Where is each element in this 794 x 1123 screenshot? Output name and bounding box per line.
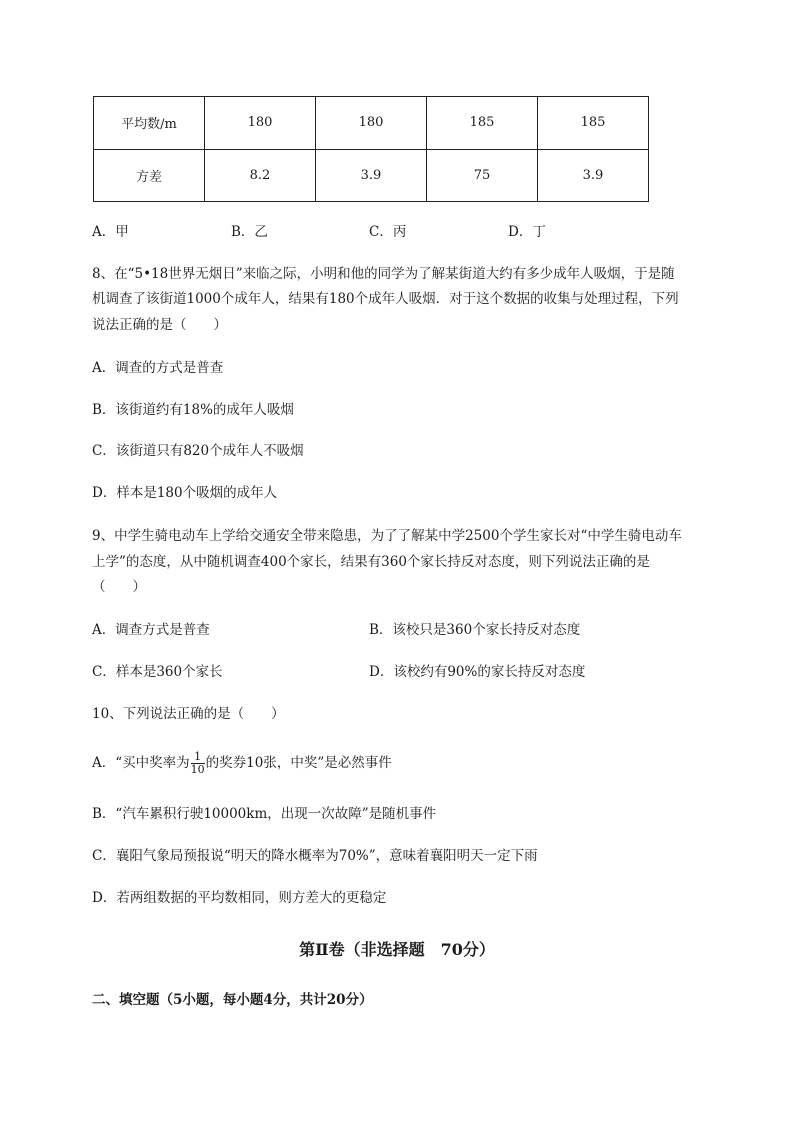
q10-option-a-prefix: A．“买中奖率为: [92, 755, 190, 771]
section-title: 第Ⅱ卷（非选择题 70分）: [299, 940, 495, 959]
q8-option-a: A．调查的方式是普查: [92, 360, 224, 376]
table-cell: 8.2: [205, 149, 316, 202]
fraction-numerator: 1: [191, 751, 205, 764]
q7-option-b: B．乙: [231, 224, 268, 240]
table-cell: 3.9: [538, 149, 649, 202]
q8-stem-line: 8、在“5•18世界无烟日”来临之际，小明和他的同学为了解某街道大约有多少成年人吸烟，于是随: [92, 266, 675, 282]
fraction-denominator: 10: [190, 763, 205, 776]
q7-option-d: D．丁: [508, 224, 546, 240]
q9-option-d: D．该校约有90%的家长持反对态度: [369, 664, 586, 680]
q10-option-d: D．若两组数据的平均数相同，则方差大的更稳定: [92, 890, 387, 906]
q9-option-b: B．该校只是360个家长持反对态度: [369, 622, 581, 638]
q10-stem: 10、下列说法正确的是（ ）: [92, 706, 285, 722]
table-cell: 75: [427, 149, 538, 202]
q8-option-d: D．样本是180个吸烟的成年人: [92, 485, 278, 501]
table-cell: 185: [427, 97, 538, 150]
q7-option-a: A．甲: [92, 224, 129, 240]
row-header: 平均数/m: [94, 97, 205, 150]
section-subtitle: 二、填空题（5小题，每小题4分，共计20分）: [92, 992, 373, 1008]
q10-option-c: C．襄阳气象局预报说“明天的降水概率为70%”，意味着襄阳明天一定下雨: [92, 848, 538, 864]
q9-stem-line: （ ）: [92, 579, 146, 595]
table-cell: 3.9: [316, 149, 427, 202]
q9-option-c: C．样本是360个家长: [92, 664, 223, 680]
table-cell: 180: [316, 97, 427, 150]
row-header: 方差: [94, 149, 205, 202]
q10-option-b: B．“汽车累积行驶10000km，出现一次故障”是随机事件: [92, 806, 437, 822]
q8-stem-line: 说法正确的是（ ）: [92, 317, 227, 333]
q8-stem-line: 机调查了该街道1000个成年人，结果有180个成年人吸烟．对于这个数据的收集与处理过程，下列: [92, 291, 679, 307]
q9-stem-line: 9、中学生骑电动车上学给交通安全带来隐患，为了了解某中学2500个学生家长对“中学生骑电动车: [92, 528, 682, 544]
fraction: [191, 751, 205, 776]
q10-option-a-suffix: 的奖券10张，中奖”是必然事件: [205, 755, 392, 771]
q9-stem-line: 上学”的态度，从中随机调查400个家长，结果有360个家长持反对态度，则下列说法正确的是: [92, 554, 650, 570]
table-row: [94, 149, 649, 202]
table-cell: 185: [538, 97, 649, 150]
q8-option-b: B．该街道约有18%的成年人吸烟: [92, 402, 294, 418]
table-cell: 180: [205, 97, 316, 150]
q8-option-c: C．该街道只有820个成年人不吸烟: [92, 443, 304, 459]
q7-option-c: C．丙: [369, 224, 407, 240]
table-row: [94, 97, 649, 150]
q9-option-a: A．调查方式是普查: [92, 622, 210, 638]
q10-option-a: [92, 748, 392, 778]
statistics-table: [93, 96, 649, 202]
